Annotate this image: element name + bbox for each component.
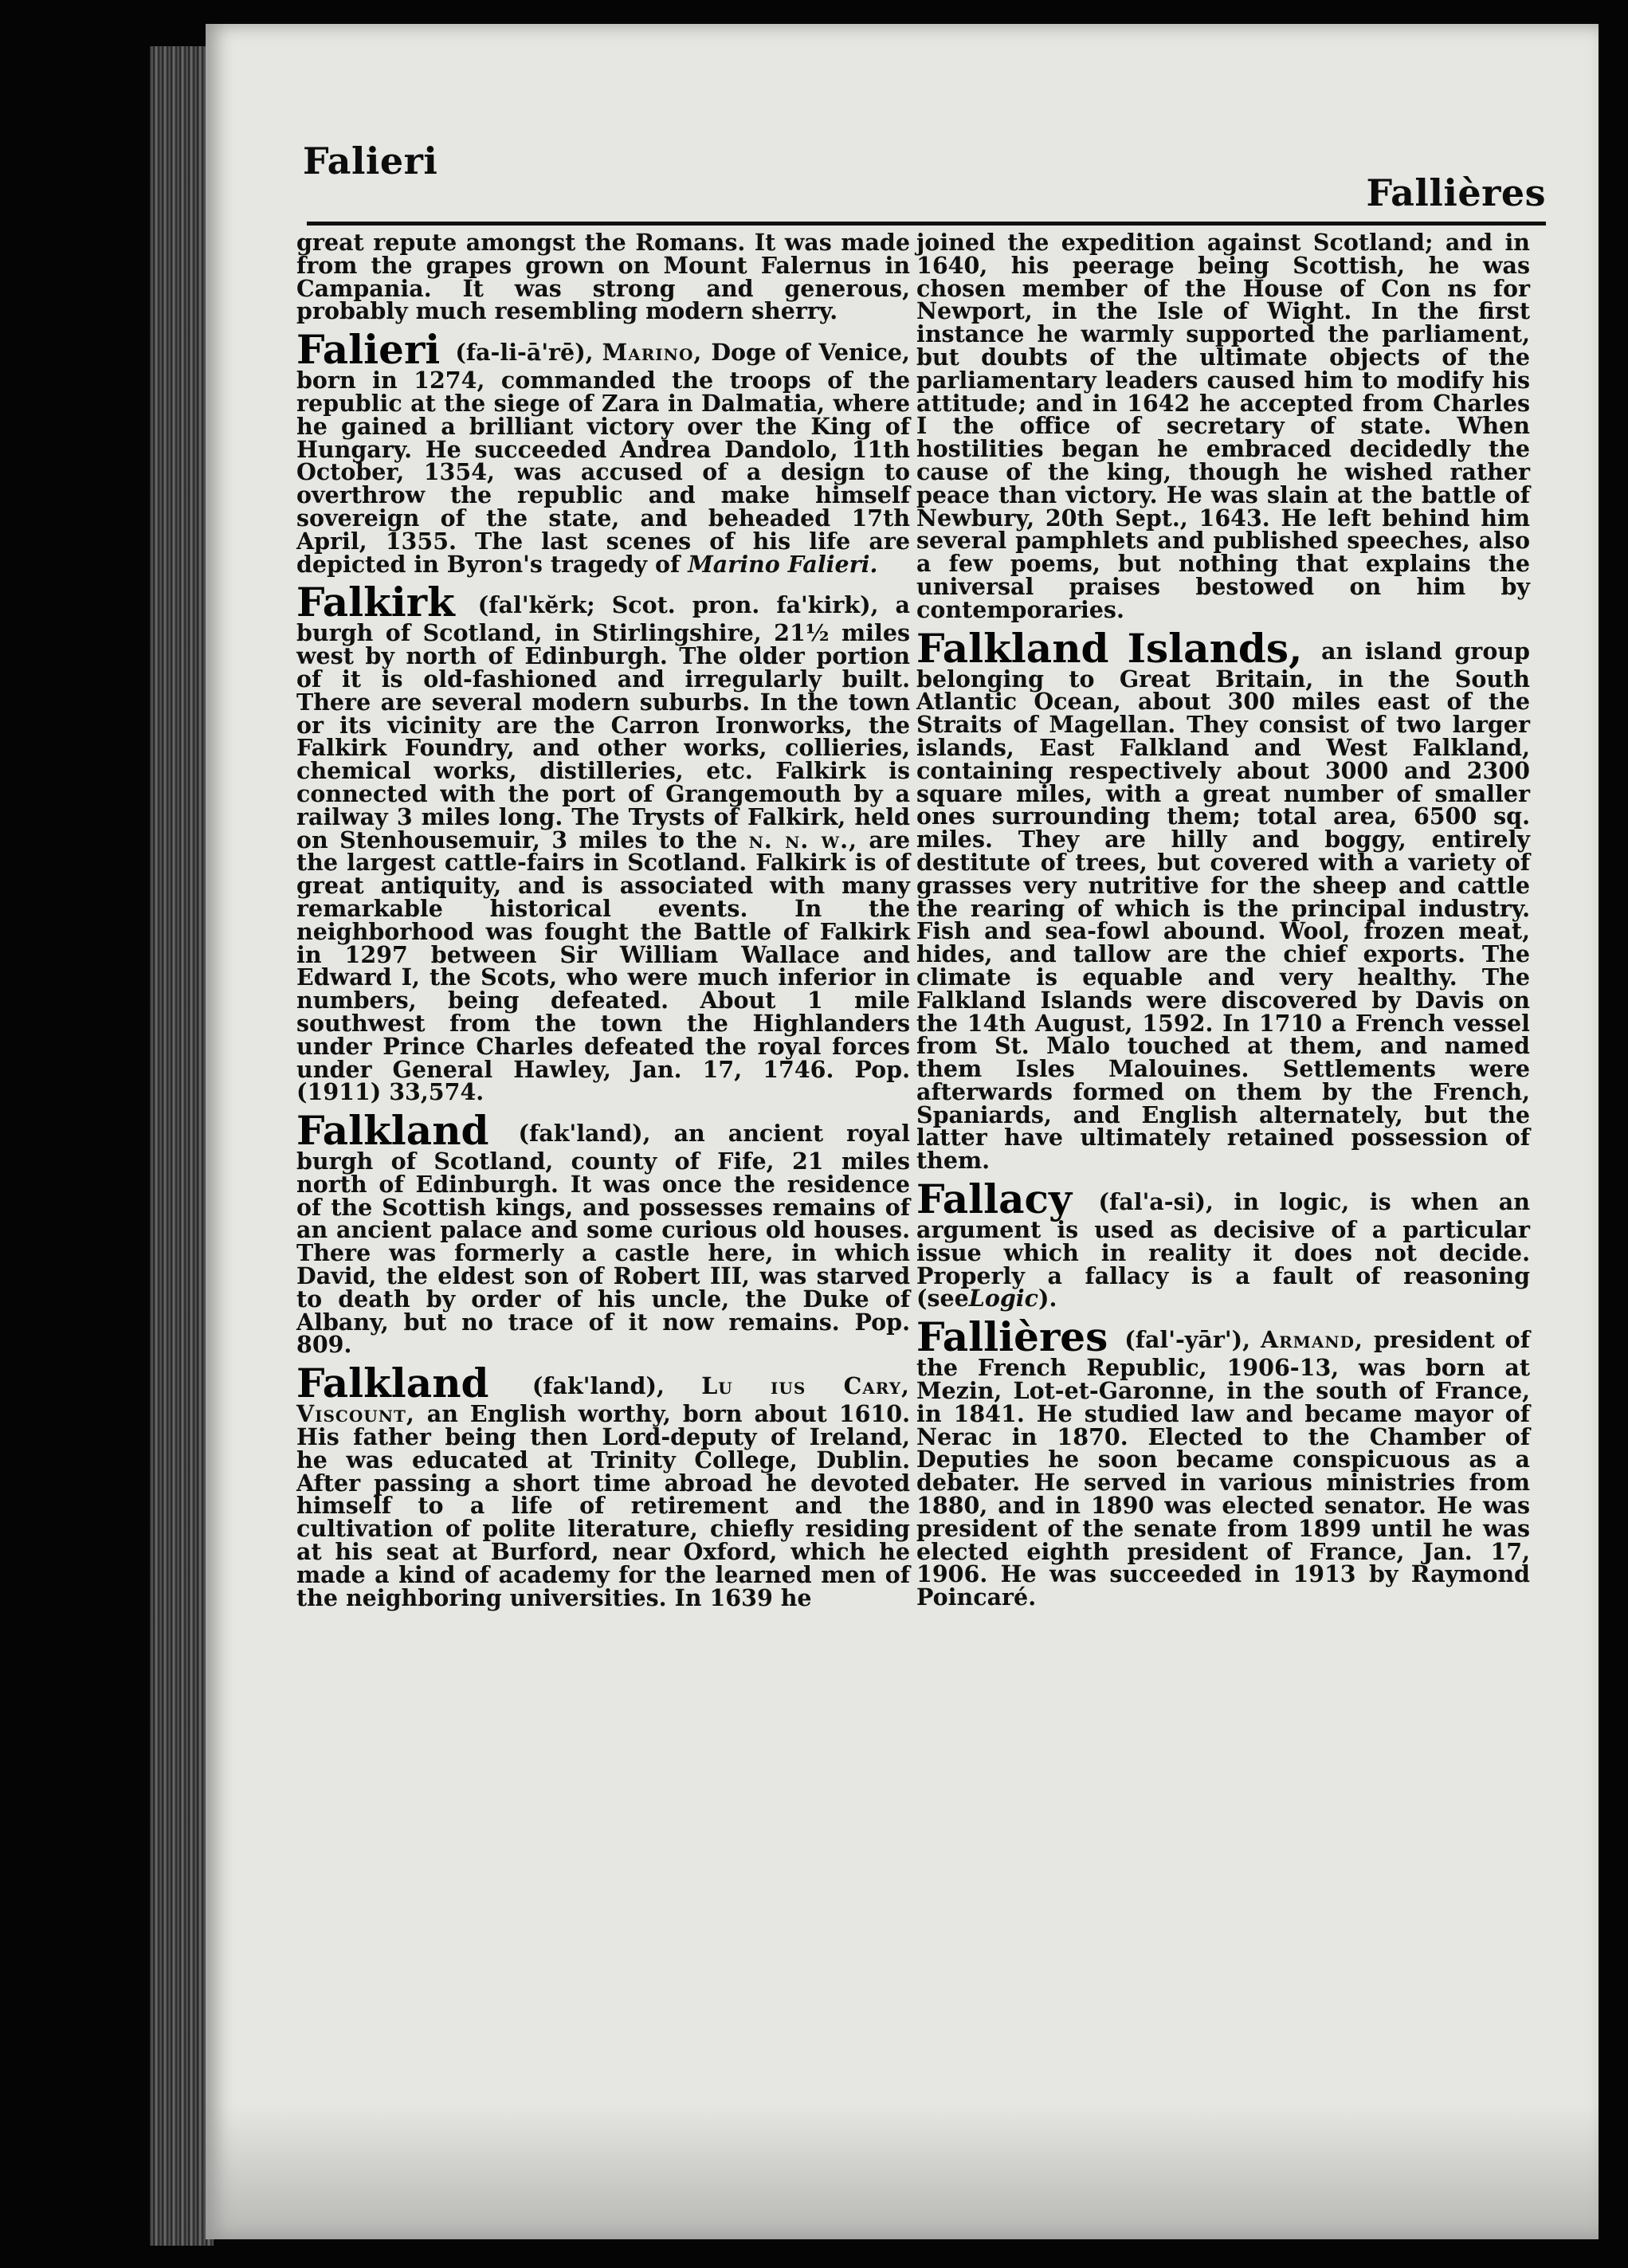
page-edges	[150, 46, 214, 2246]
running-header	[295, 124, 1546, 219]
pronunciation: (fak'land),	[532, 1372, 665, 1400]
direction-abbrev: n. n. w.,	[748, 826, 857, 853]
left-column	[296, 231, 910, 1609]
continuation-text: great repute amongst the Romans. It was made from the grapes grown on Mount Falernus in Campania. It was strong and generous, probably much resembling modern sherry.	[296, 229, 910, 325]
pronunciation: (fak'land),	[518, 1120, 651, 1148]
headword: Fallières	[916, 1313, 1108, 1361]
entry-text: in logic, is when an argument is used as decisive of a particular issue which in reality it does not decide. Properly a fallacy is a fault of reasoning (see	[916, 1188, 1530, 1313]
person-name: Marino,	[602, 339, 703, 367]
entry-text: an English worthy, born about 1610. His father being then Lord-deputy of Ireland, he was educated at Trinity College, Dublin. After passing a short time abroad he devoted himself to a life of retirement and the cultivation of polite literature, chiefly residing at his seat at Burford, near Oxford, which he made a kind of academy for the learned men of the neighboring universities. In 1639 he	[296, 1400, 910, 1611]
headword: Falkirk	[296, 579, 455, 626]
pronunciation: (fa-li-ā'rē),	[455, 339, 594, 367]
continuation-text: joined the expedition against Scotland; and in 1640, his peerage being Scottish, he was chosen member of the House of Con ns for Newport, in the Isle of Wight. In the first instance he warmly supported the parliament, but doubts of the ultimate objects of the parliamentary leaders caused him to modify his attitude; and in 1642 he accepted from Charles I the office of secretary of state. When hostilities began he embraced decidedly the cause of the king, though he wished rather peace than victory. He was slain at the battle of Newbury, 20th Sept., 1643. He left behind him several pamphlets and published speeches, also a few poems, but nothing that explains the universal praises bestowed on him by contemporaries.	[916, 229, 1530, 623]
right-column	[916, 231, 1530, 1609]
guide-word-left: Falieri	[303, 139, 438, 182]
headword: Falkland Islands,	[916, 624, 1303, 672]
entry-falkland-islands	[916, 624, 1530, 1175]
header-rule	[307, 222, 1546, 226]
guide-word-right: Fallières	[1366, 171, 1546, 214]
person-name: Armand,	[1260, 1326, 1363, 1354]
cross-reference: Logic	[968, 1285, 1038, 1313]
entry-fallacy	[916, 1175, 1530, 1313]
entry-text: an island group belonging to Great Britain, in the South Atlantic Ocean, about 300 miles east of the Straits of Magellan. They consist of two larger islands, East Falkland and West Falkland, containing respectively about 3000 and 2300 square miles, with a great number of smaller ones surrounding them; total area, 6500 sq. miles. They are hilly and boggy, entirely destitute of trees, but covered with a variety of grasses very nutritive for the sheep and cattle the rearing of which is the principal industry. Fish and sea-fowl abound. Wool, frozen meat, hides, and tallow are the chief exports. The climate is equable and very healthy. The Falkland Islands were discovered by Davis on the 14th August, 1592. In 1710 a French vessel from St. Malo touched at them, and named them Isles Malouines. Settlements were afterwards formed on them by the French, Spaniards, and English alternately, but the latter have ultimately retained possession of them.	[916, 637, 1530, 1175]
entry-text: Doge of Venice, born in 1274, commanded the troops of the republic at the siege of Zara in Dalmatia, where he gained a brilliant victory over the King of Hungary. He succeeded Andrea Dandolo, 11th October, 1354, was accused of a design to overthrow the republic and make himself sovereign of the state, and beheaded 17th April, 1355. The last scenes of his life are depicted in Byron's tragedy of	[296, 339, 910, 578]
entry-text: a burgh of Scotland, in Stirlingshire, 21½ miles west by north of Edinburgh. The older portion of it is old-fashioned and irregularly built. There are several modern suburbs. In the town or its vicinity are the Carron Ironworks, the Falkirk Foundry, and other works, collieries, chemical works, distilleries, etc. Falkirk is connected with the port of Grangemouth by a railway 3 miles long. The Trysts of Falkirk, held on Stenhousemuir, 3 miles to the	[296, 591, 910, 853]
pronunciation: (fal'kĕrk; Scot. pron. fa'kirk),	[477, 591, 879, 619]
headword: Falkland	[296, 1107, 489, 1155]
entry-text: president of the French Republic, 1906-13, was born at Mezin, Lot-et-Garonne, in the south of France, in 1841. He studied law and became mayor of Nerac in 1870. Elected to the Chamber of Deputies he soon became conspicuous as a debater. He served in various ministries from 1880, and in 1890 was elected senator. He was president of the senate from 1899 until he was elected eighth president of France, Jan. 17, 1906. He was succeeded in 1913 by Raymond Poincaré.	[916, 1326, 1530, 1611]
entry-falkirk	[296, 579, 910, 1106]
entry-falkland-viscount	[296, 1360, 910, 1611]
person-name: Lu ius Cary, Viscount,	[296, 1372, 910, 1428]
pronunciation: (fal'a-si),	[1098, 1188, 1214, 1216]
entry-text: an ancient royal burgh of Scotland, county of Fife, 21 miles north of Edinburgh. It was once the residence of the Scottish kings, and possesses remains of an ancient palace and some curious old houses. There was formerly a castle here, in which David, the eldest son of Robert III, was starved to death by order of his uncle, the Duke of Albany, but no trace of it now remains. Pop. 809.	[296, 1120, 910, 1359]
pronunciation: (fal'-yār'),	[1124, 1326, 1250, 1354]
page-shadow	[206, 2104, 1599, 2239]
work-title: Marino Falieri.	[688, 550, 878, 578]
entry-falieri	[296, 326, 910, 578]
entry-text-continued: are the largest cattle-fairs in Scotland. Falkirk is of great antiquity, and is associated with many remarkable historical events. In the neighborhood was fought the Battle of Falkirk in 1297 between Sir William Wallace and Edward I, the Scots, who were much inferior in numbers, being defeated. About 1 mile southwest from the town the Highlanders under Prince Charles defeated the royal forces under General Hawley, Jan. 17, 1746. Pop. (1911) 33,574.	[296, 826, 910, 1106]
headword: Fallacy	[916, 1175, 1073, 1223]
entry-fallieres	[916, 1313, 1530, 1611]
entry-text-close: ).	[1038, 1285, 1057, 1313]
headword: Falieri	[296, 326, 441, 374]
entry-falkland-burgh	[296, 1107, 910, 1359]
headword: Falkland	[296, 1360, 489, 1407]
